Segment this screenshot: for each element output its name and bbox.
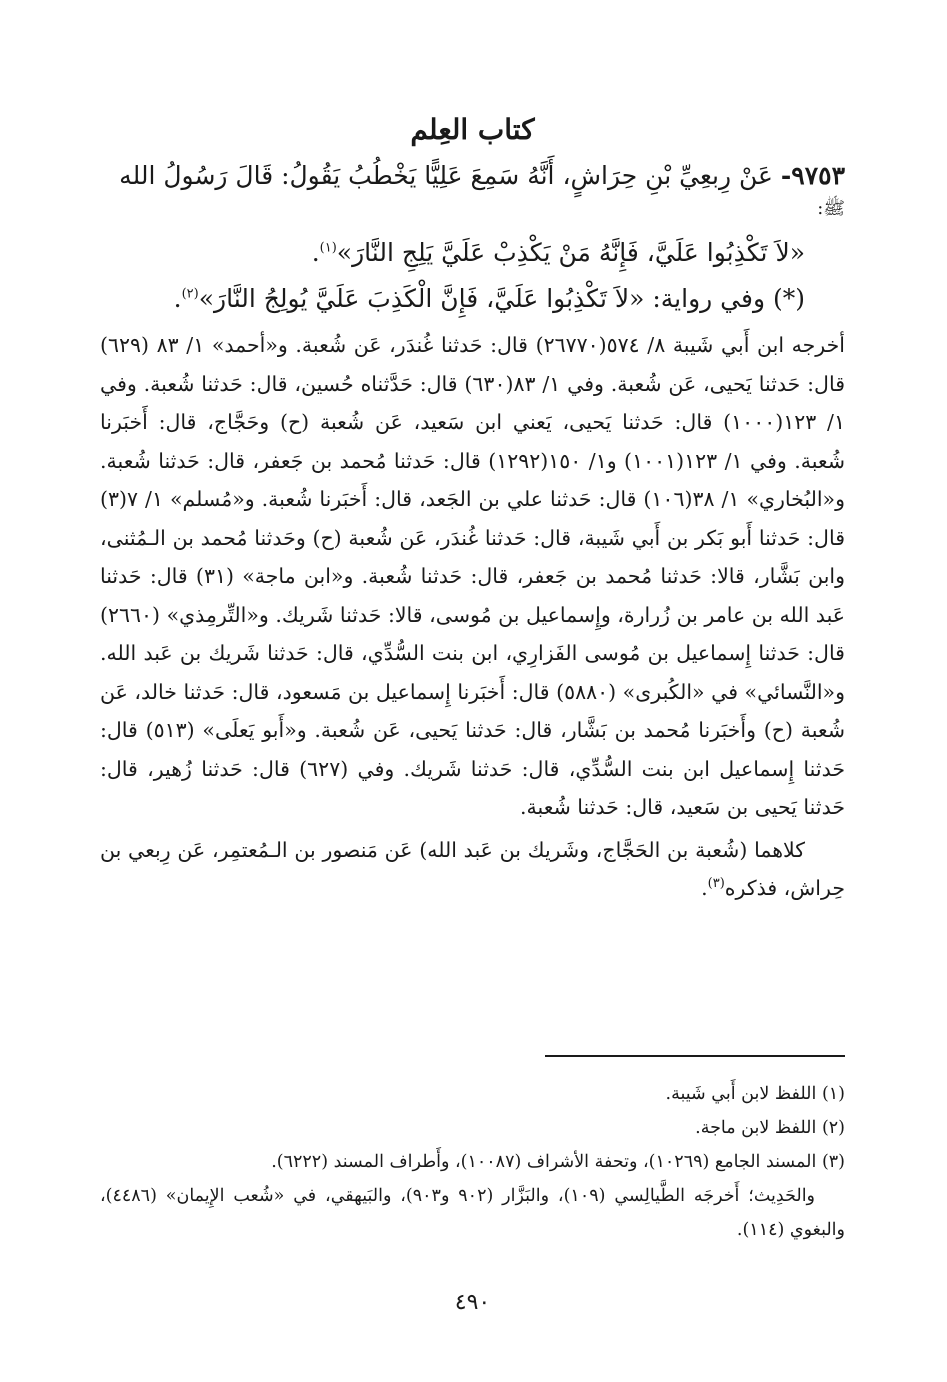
hadith-text-1-body: «لاَ تَكْذِبُوا عَلَيَّ، فَإِنَّهُ مَنْ يَكْذِبْ عَلَيَّ يَلِجِ النَّارَ»	[336, 238, 805, 267]
hadith-text-1: «لاَ تَكْذِبُوا عَلَيَّ، فَإِنَّهُ مَنْ يَكْذِبْ عَلَيَّ يَلِجِ النَّارَ»$^{(١)}$.	[311, 238, 805, 267]
footnote-ref-2[interactable]: (٢)	[181, 286, 199, 302]
hadith-text-2-body: (*) وفي رواية: «لاَ تَكْذِبُوا عَلَيَّ، فَإِنَّ الْكَذِبَ عَلَيَّ يُولِجُ النَّارَ»	[198, 284, 805, 313]
page-number: ٤٩٠	[454, 1290, 491, 1315]
footnote-ref-1[interactable]: (١)	[319, 240, 337, 256]
hadith-intro	[100, 156, 845, 222]
footnote-text: اللفظ لابن ماجة.	[695, 1118, 817, 1138]
summary-text: كلاهما (شُعبة بن الحَجَّاج، وشَريك بن عَبد الله) عَن مَنصور بن الـمُعتمِر، عَن رِبعي بن حِراش، فذكره	[100, 837, 845, 900]
hadith-text-2: (*) وفي رواية: «لاَ تَكْذِبُوا عَلَيَّ، فَإِنَّ الْكَذِبَ عَلَيَّ يُولِجُ النَّارَ»$^{(٢)}$.	[173, 284, 805, 313]
footnotes	[100, 1077, 845, 1247]
footnote-2	[100, 1111, 845, 1145]
footnote-mark: (٣)	[821, 1152, 845, 1172]
footnote-ref-3[interactable]: (٣)	[707, 876, 725, 892]
footnote-3	[100, 1145, 845, 1179]
book-page	[100, 100, 845, 1350]
hadith-number: ٩٧٥٣-	[780, 161, 845, 190]
takhrij-paragraph: أخرجه ابن أَبي شَيبة ٨/ ٥٧٤(٢٦٧٧٠) قال: حَدثنا غُندَر، عَن شُعبة. و«أحمد» ١/ ٨٣ (٦٢٩) قال: حَدثنا يَحيى، عَن شُعبة. وفي ١/ ٨٣(٦٣٠) قال: حَدَّثناه حُسين، قال: حَدثنا شُعبة. وفي ١/ ١٢٣(١٠٠٠) قال: حَدثنا يَحيى، يَعني ابن سَعيد، عَن شُعبة (ح) وحَجَّاج، قال: أَخبَرنا شُعبة. وفي ١/ ١٢٣(١٠٠١) و١/ ١٥٠(١٢٩٢) قال: حَدثنا مُحمد بن جَعفر، قال: حَدثنا شُعبة. و«البُخاري» ١/ ٣٨(١٠٦) قال: حَدثنا علي بن الجَعد، قال: أَخبَرنا شُعبة. و«مُسلم» ١/ ٧(٣) قال: حَدثنا أَبو بَكر بن أَبي شَيبة، قال: حَدثنا غُندَر، عَن شُعبة (ح) وحَدثنا مُحمد بن الـمُثنى، وابن بَشَّار، قالا: حَدثنا مُحمد بن جَعفر، قال: حَدثنا شُعبة. و«ابن ماجة» (٣١) قال: حَدثنا عَبد الله بن عامر بن زُرارة، وإِسماعيل بن مُوسى، قالا: حَدثنا شَريك. و«التِّرمِذي» (٢٦٦٠) قال: حَدثنا إِسماعيل بن مُوسى الفَزارِي، ابن بنت السُّدِّي، قال: حَدثنا شَريك بن عَبد الله. و«النَّسائي» في «الكُبرى» (٥٨٨٠) قال: أَخبَرنا إِسماعيل بن مَسعود، قال: حَدثنا خالد، عَن شُعبة (ح) وأَخبَرنا مُحمد بن بَشَّار، قال: حَدثنا يَحيى، عَن شُعبة. و«أَبو يَعلَى» (٥١٣) قال: حَدثنا إِسماعيل ابن بنت السُّدِّي، قال: حَدثنا شَريك. وفي (٦٢٧) قال: حَدثنا زُهير، قال: حَدثنا يَحيى بن سَعيد، قال: حَدثنا شُعبة.	[100, 333, 845, 819]
footnote-separator	[545, 1055, 845, 1057]
hadith-intro-text: عَنْ رِبعِيِّ بْنِ حِرَاشٍ، أَنَّهُ سَمِعَ عَلِيًّا يَخْطُبُ يَقُولُ: قَالَ رَسُولُ الله	[119, 161, 773, 190]
footnote-1	[100, 1077, 845, 1111]
summary-paragraph: كلاهما (شُعبة بن الحَجَّاج، وشَريك بن عَبد الله) عَن مَنصور بن الـمُعتمِر، عَن رِبعي بن حِراش، فذكره$^{(٣)}$.	[100, 837, 845, 900]
footnote-text: اللفظ لابن أَبي شَيبة.	[665, 1084, 817, 1104]
chapter-title: كتاب العِلم	[410, 113, 535, 146]
salawat-honorific: ﷺ:	[817, 198, 845, 219]
footnote-3-continuation: والحَدِيث؛ أَخرجَه الطَّيالِسي (١٠٩)، والبَزَّار (٩٠٢ و٩٠٣)، والبَيهقي، في «شُعب الإِيمان» (٤٤٨٦)، والبغوي (١١٤).	[100, 1186, 845, 1240]
footnote-text: المسند الجامع (١٠٢٦٩)، وتحفة الأشراف (١٠٠٨٧)، وأَطراف المسند (٦٢٢٢).	[271, 1152, 817, 1172]
footnote-mark: (١)	[821, 1084, 845, 1104]
footnote-mark: (٢)	[821, 1118, 845, 1138]
